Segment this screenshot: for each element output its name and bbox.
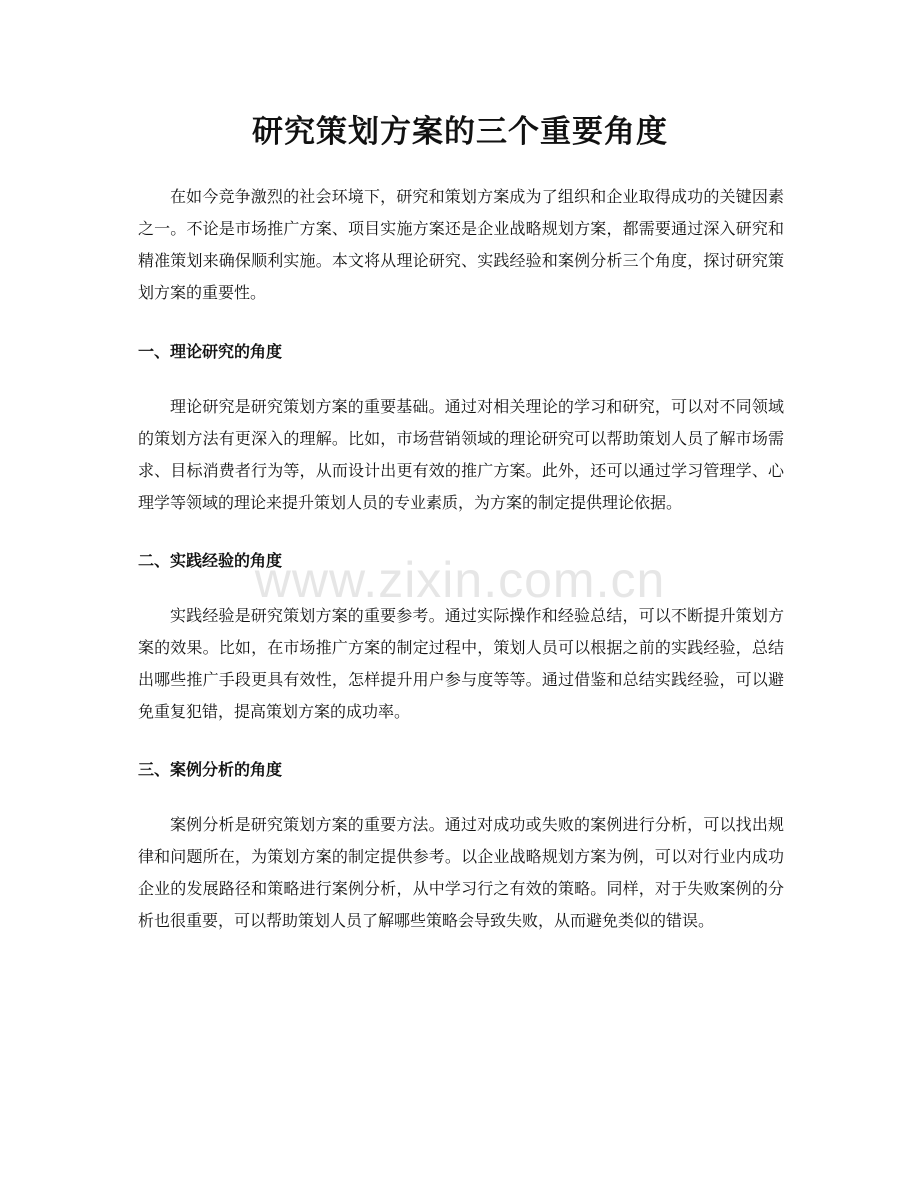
page-title: 研究策划方案的三个重要角度 (252, 114, 668, 150)
document-body (138, 181, 784, 937)
watermark-text: www.zixin.com.cn (254, 552, 666, 608)
section-heading-theory: 一、理论研究的角度 (138, 342, 283, 361)
intro-paragraph: 在如今竞争激烈的社会环境下，研究和策划方案成为了组织和企业取得成功的关键因素之一。不论是市场推广方案、项目实施方案还是企业战略规划方案，都需要通过深入研究和精准策划来确保顺利实施。本文将从理论研究、实践经验和案例分析三个角度，探讨研究策划方案的重要性。 (138, 187, 784, 302)
section-paragraph-theory: 理论研究是研究策划方案的重要基础。通过对相关理论的学习和研究，可以对不同领域的策划方法有更深入的理解。比如，市场营销领域的理论研究可以帮助策划人员了解市场需求、目标消费者行为等，从而设计出更有效的推广方案。此外，还可以通过学习管理学、心理学等领域的理论来提升策划人员的专业素质，为方案的制定提供理论依据。 (138, 397, 784, 512)
section-paragraph-practice: 实践经验是研究策划方案的重要参考。通过实际操作和经验总结，可以不断提升策划方案的效果。比如，在市场推广方案的制定过程中，策划人员可以根据之前的实践经验，总结出哪些推广手段更具有效性，怎样提升用户参与度等等。通过借鉴和总结实践经验，可以避免重复犯错，提高策划方案的成功率。 (138, 606, 784, 721)
section-paragraph-case-analysis: 案例分析是研究策划方案的重要方法。通过对成功或失败的案例进行分析，可以找出规律和问题所在，为策划方案的制定提供参考。以企业战略规划方案为例，可以对行业内成功企业的发展路径和策略进行案例分析，从中学习行之有效的策略。同样，对于失败案例的分析也很重要，可以帮助策划人员了解哪些策略会导致失败，从而避免类似的错误。 (138, 815, 784, 930)
section-heading-practice: 二、实践经验的角度 (138, 551, 283, 570)
section-heading-case-analysis: 三、案例分析的角度 (138, 760, 283, 779)
